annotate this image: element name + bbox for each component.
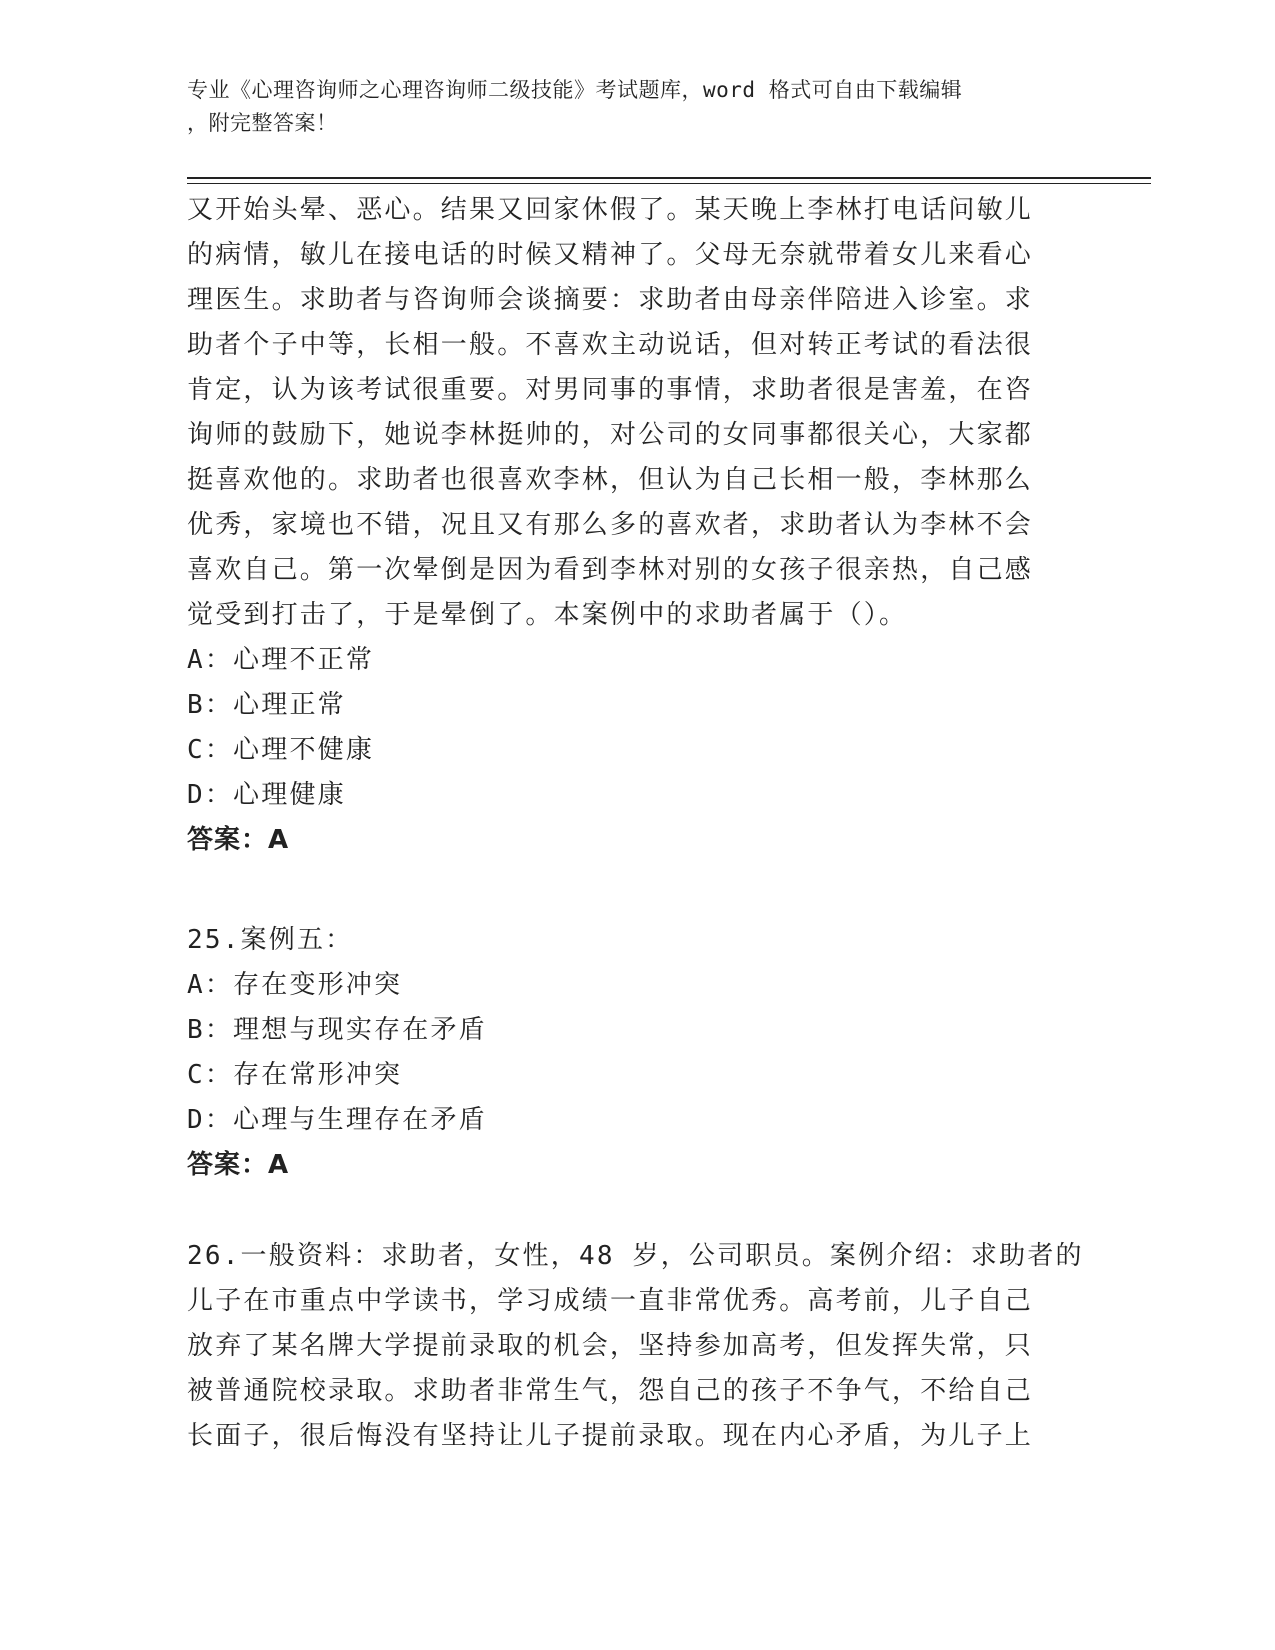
question-text-line: 儿子在市重点中学读书，学习成绩一直非常优秀。高考前，儿子自己 <box>187 1286 1034 1316</box>
header-divider-thin <box>187 183 1151 184</box>
question-text-line: 询师的鼓励下，她说李林挺帅的，对公司的女同事都很关心，大家都 <box>187 420 1034 450</box>
question-text-line: 26.一般资料：求助者，女性，48 岁，公司职员。案例介绍：求助者的 <box>187 1241 1084 1271</box>
question-title: 25.案例五： <box>187 925 354 955</box>
question-text-line: 的病情，敏儿在接电话的时候又精神了。父母无奈就带着女儿来看心 <box>187 240 1034 270</box>
option-b: B：心理正常 <box>187 690 346 720</box>
answer: 答案：A <box>187 1150 290 1180</box>
question-text-line: 放弃了某名牌大学提前录取的机会，坚持参加高考，但发挥失常，只 <box>187 1331 1034 1361</box>
header-title-line-1: 专业《心理咨询师之心理咨询师二级技能》考试题库，word 格式可自由下载编辑 <box>187 78 963 102</box>
question-text-line: 又开始头晕、恶心。结果又回家休假了。某天晚上李林打电话问敏儿 <box>187 195 1034 225</box>
header-title-line-2: ，附完整答案！ <box>187 111 338 135</box>
question-text-line: 觉受到打击了，于是晕倒了。本案例中的求助者属于（）。 <box>187 600 908 630</box>
option-d: D：心理健康 <box>187 780 346 810</box>
option-d: D：心理与生理存在矛盾 <box>187 1105 487 1135</box>
question-text-line: 长面子，很后悔没有坚持让儿子提前录取。现在内心矛盾，为儿子上 <box>187 1421 1034 1451</box>
question-text-line: 挺喜欢他的。求助者也很喜欢李林，但认为自己长相一般，李林那么 <box>187 465 1034 495</box>
option-a: A：心理不正常 <box>187 645 375 675</box>
question-26 <box>187 1234 1087 1459</box>
question-25 <box>187 918 1087 1188</box>
option-b: B：理想与现实存在矛盾 <box>187 1015 487 1045</box>
question-24-continued <box>187 188 1087 863</box>
header-divider-thick <box>187 177 1151 179</box>
option-a: A：存在变形冲突 <box>187 970 403 1000</box>
question-text-line: 理医生。求助者与咨询师会谈摘要：求助者由母亲伴陪进入诊室。求 <box>187 285 1034 315</box>
question-text-line: 助者个子中等，长相一般。不喜欢主动说话，但对转正考试的看法很 <box>187 330 1034 360</box>
answer: 答案：A <box>187 825 290 855</box>
question-text-line: 喜欢自己。第一次晕倒是因为看到李林对别的女孩子很亲热，自己感 <box>187 555 1034 585</box>
document-header <box>187 74 1067 140</box>
question-text-line: 肯定，认为该考试很重要。对男同事的事情，求助者很是害羞，在咨 <box>187 375 1034 405</box>
question-text-line: 被普通院校录取。求助者非常生气，怨自己的孩子不争气，不给自己 <box>187 1376 1034 1406</box>
option-c: C：存在常形冲突 <box>187 1060 403 1090</box>
question-text-line: 优秀，家境也不错，况且又有那么多的喜欢者，求助者认为李林不会 <box>187 510 1034 540</box>
option-c: C：心理不健康 <box>187 735 375 765</box>
